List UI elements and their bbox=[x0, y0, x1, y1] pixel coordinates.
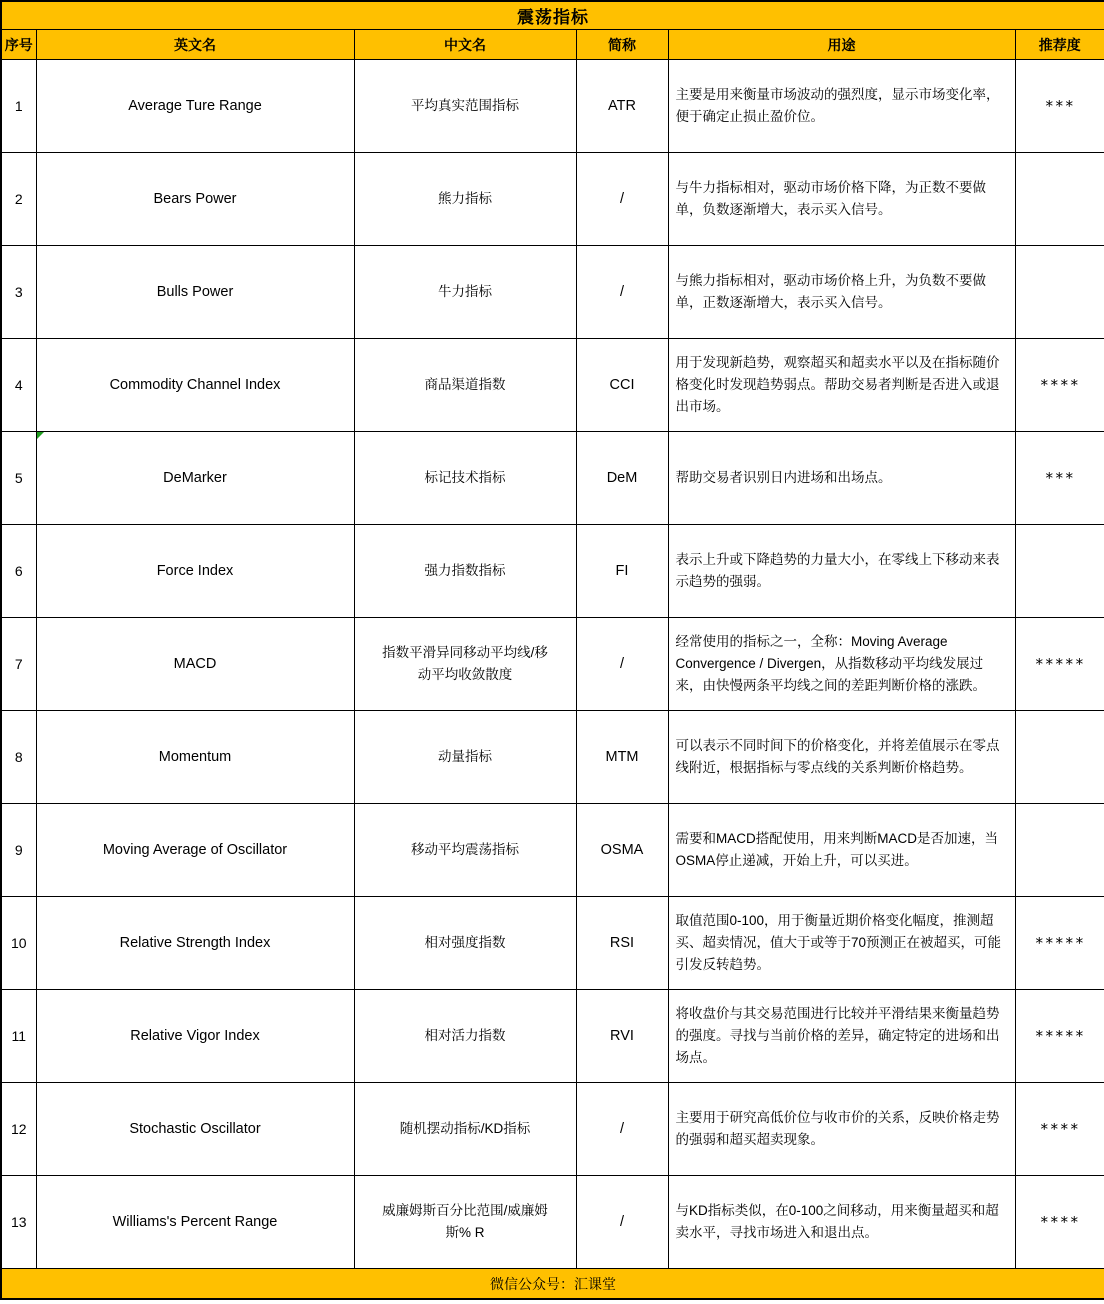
cell-rating: **** bbox=[1015, 1176, 1104, 1269]
cell-abbreviation: MTM bbox=[576, 711, 668, 804]
column-header-english-name: 英文名 bbox=[36, 30, 354, 60]
table-row bbox=[1, 990, 1104, 1083]
table-row bbox=[1, 525, 1104, 618]
cell-index: 4 bbox=[1, 339, 36, 432]
cell-chinese-name: 相对活力指数 bbox=[354, 990, 576, 1083]
cell-usage: 主要用于研究高低价位与收市价的关系，反映价格走势的强弱和超买超卖现象。 bbox=[668, 1083, 1015, 1176]
cell-english-name: Williams's Percent Range bbox=[36, 1176, 354, 1269]
column-header-abbreviation: 简称 bbox=[576, 30, 668, 60]
cell-usage: 取值范围0-100，用于衡量近期价格变化幅度，推测超买、超卖情况，值大于或等于70预测正在被超买，可能引发反转趋势。 bbox=[668, 897, 1015, 990]
cell-chinese-name: 商品渠道指数 bbox=[354, 339, 576, 432]
cell-rating bbox=[1015, 711, 1104, 804]
column-header-row bbox=[1, 30, 1104, 60]
cell-rating: **** bbox=[1015, 1083, 1104, 1176]
cell-abbreviation: OSMA bbox=[576, 804, 668, 897]
column-header-index: 序号 bbox=[1, 30, 36, 60]
cell-abbreviation: CCI bbox=[576, 339, 668, 432]
cell-english-name: Moving Average of Oscillator bbox=[36, 804, 354, 897]
title-row bbox=[1, 1, 1104, 30]
table-row bbox=[1, 1083, 1104, 1176]
cell-english-name: MACD bbox=[36, 618, 354, 711]
cell-abbreviation: ATR bbox=[576, 60, 668, 153]
table-row bbox=[1, 246, 1104, 339]
cell-chinese-name: 平均真实范围指标 bbox=[354, 60, 576, 153]
cell-usage: 与熊力指标相对，驱动市场价格上升，为负数不要做单，正数逐渐增大，表示买入信号。 bbox=[668, 246, 1015, 339]
cell-index: 12 bbox=[1, 1083, 36, 1176]
column-header-rating: 推荐度 bbox=[1015, 30, 1104, 60]
cell-english-name: Force Index bbox=[36, 525, 354, 618]
cell-english-name: Bears Power bbox=[36, 153, 354, 246]
cell-english-name: Average Ture Range bbox=[36, 60, 354, 153]
table-row bbox=[1, 804, 1104, 897]
cell-usage: 需要和MACD搭配使用，用来判断MACD是否加速，当OSMA停止递减，开始上升，可以买进。 bbox=[668, 804, 1015, 897]
footer-row bbox=[1, 1269, 1104, 1300]
cell-usage: 可以表示不同时间下的价格变化，并将差值展示在零点线附近，根据指标与零点线的关系判断价格趋势。 bbox=[668, 711, 1015, 804]
table-row bbox=[1, 1176, 1104, 1269]
cell-abbreviation: RSI bbox=[576, 897, 668, 990]
cell-english-name: Stochastic Oscillator bbox=[36, 1083, 354, 1176]
cell-index: 7 bbox=[1, 618, 36, 711]
cell-chinese-name: 动量指标 bbox=[354, 711, 576, 804]
cell-index: 10 bbox=[1, 897, 36, 990]
table-row bbox=[1, 897, 1104, 990]
cell-english-name: Relative Strength Index bbox=[36, 897, 354, 990]
cell-abbreviation: DeM bbox=[576, 432, 668, 525]
cell-index: 2 bbox=[1, 153, 36, 246]
cell-usage: 用于发现新趋势，观察超买和超卖水平以及在指标随价格变化时发现趋势弱点。帮助交易者判断是否进入或退出市场。 bbox=[668, 339, 1015, 432]
cell-rating: ***** bbox=[1015, 990, 1104, 1083]
cell-english-name: Commodity Channel Index bbox=[36, 339, 354, 432]
cell-chinese-name: 牛力指标 bbox=[354, 246, 576, 339]
cell-index: 11 bbox=[1, 990, 36, 1083]
cell-rating: *** bbox=[1015, 60, 1104, 153]
cell-chinese-name: 相对强度指数 bbox=[354, 897, 576, 990]
cell-chinese-name: 移动平均震荡指标 bbox=[354, 804, 576, 897]
bottom-margin bbox=[0, 1300, 1104, 1304]
cell-usage: 帮助交易者识别日内进场和出场点。 bbox=[668, 432, 1015, 525]
column-header-chinese-name: 中文名 bbox=[354, 30, 576, 60]
cell-chinese-name: 标记技术指标 bbox=[354, 432, 576, 525]
cell-english-name: Bulls Power bbox=[36, 246, 354, 339]
cell-rating: ***** bbox=[1015, 897, 1104, 990]
cell-rating: ***** bbox=[1015, 618, 1104, 711]
cell-abbreviation: / bbox=[576, 246, 668, 339]
table-row bbox=[1, 432, 1104, 525]
table-row bbox=[1, 618, 1104, 711]
cell-usage: 将收盘价与其交易范围进行比较并平滑结果来衡量趋势的强度。寻找与当前价格的差异，确定特定的进场和出场点。 bbox=[668, 990, 1015, 1083]
cell-rating bbox=[1015, 153, 1104, 246]
cell-abbreviation: / bbox=[576, 153, 668, 246]
cell-usage: 经常使用的指标之一，全称：Moving Average Convergence / Divergen，从指数移动平均线发展过来，由快慢两条平均线之间的差距判断价格的涨跌。 bbox=[668, 618, 1015, 711]
cell-chinese-name: 熊力指标 bbox=[354, 153, 576, 246]
cell-index: 9 bbox=[1, 804, 36, 897]
cell-english-name: Momentum bbox=[36, 711, 354, 804]
cell-index: 3 bbox=[1, 246, 36, 339]
table-row bbox=[1, 60, 1104, 153]
table-row bbox=[1, 339, 1104, 432]
cell-usage: 表示上升或下降趋势的力量大小，在零线上下移动来表示趋势的强弱。 bbox=[668, 525, 1015, 618]
cell-abbreviation: RVI bbox=[576, 990, 668, 1083]
cell-rating: *** bbox=[1015, 432, 1104, 525]
cell-chinese-name: 强力指数指标 bbox=[354, 525, 576, 618]
cell-rating bbox=[1015, 525, 1104, 618]
cell-index: 13 bbox=[1, 1176, 36, 1269]
cell-abbreviation: FI bbox=[576, 525, 668, 618]
cell-abbreviation: / bbox=[576, 1176, 668, 1269]
cell-index: 5 bbox=[1, 432, 36, 525]
cell-abbreviation: / bbox=[576, 618, 668, 711]
cell-index: 1 bbox=[1, 60, 36, 153]
column-header-usage: 用途 bbox=[668, 30, 1015, 60]
cell-rating: **** bbox=[1015, 339, 1104, 432]
footer-banner: 微信公众号：汇课堂 bbox=[1, 1269, 1104, 1300]
cell-abbreviation: / bbox=[576, 1083, 668, 1176]
cell-usage: 与牛力指标相对，驱动市场价格下降，为正数不要做单，负数逐渐增大，表示买入信号。 bbox=[668, 153, 1015, 246]
cell-index: 8 bbox=[1, 711, 36, 804]
cell-usage: 主要是用来衡量市场波动的强烈度，显示市场变化率，便于确定止损止盈价位。 bbox=[668, 60, 1015, 153]
cell-english-name: DeMarker bbox=[36, 432, 354, 525]
cell-index: 6 bbox=[1, 525, 36, 618]
cell-chinese-name: 威廉姆斯百分比范围/威廉姆斯% R bbox=[354, 1176, 576, 1269]
table-body bbox=[1, 60, 1104, 1269]
cell-usage: 与KD指标类似，在0-100之间移动，用来衡量超买和超卖水平，寻找市场进入和退出点。 bbox=[668, 1176, 1015, 1269]
cell-chinese-name: 随机摆动指标/KD指标 bbox=[354, 1083, 576, 1176]
table-row bbox=[1, 711, 1104, 804]
cell-english-name: Relative Vigor Index bbox=[36, 990, 354, 1083]
page-title: 震荡指标 bbox=[1, 1, 1104, 30]
cell-rating bbox=[1015, 246, 1104, 339]
cell-chinese-name: 指数平滑异同移动平均线/移动平均收敛散度 bbox=[354, 618, 576, 711]
cell-rating bbox=[1015, 804, 1104, 897]
table-row bbox=[1, 153, 1104, 246]
